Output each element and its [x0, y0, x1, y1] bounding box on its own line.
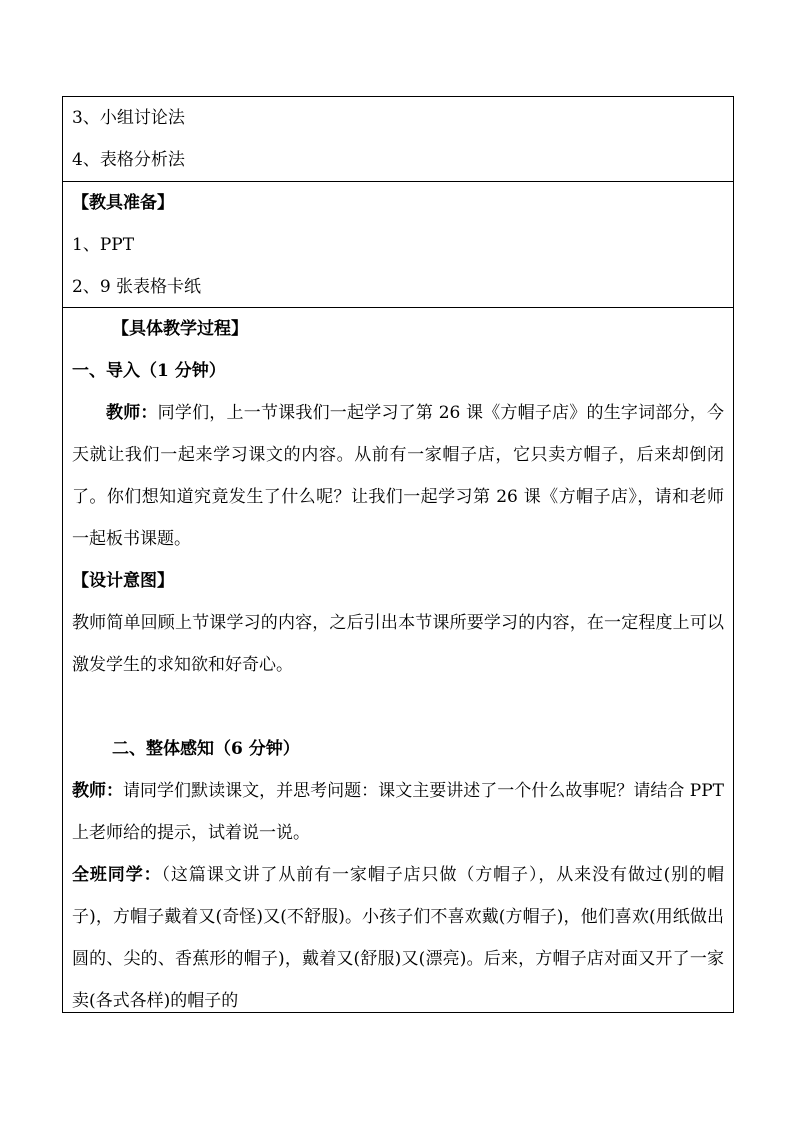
methods-section: [63, 97, 733, 181]
method-item-3: 3、小组讨论法: [72, 108, 185, 128]
design-paragraph: 教师简单回顾上节课学习的内容，之后引出本节课所要学习的内容，在一定程度上可以激发学生的求知欲和好奇心。: [72, 613, 724, 675]
class-text: （这篇课文讲了从前有一家帽子店只做（方帽子），从来没有做过(别的帽子)，方帽子戴着又(奇怪)又(不舒服)。小孩子们不喜欢戴(方帽子)，他们喜欢(用纸做出圆的、尖的、香蕉形的帽子)，戴着又(舒服)又(漂亮)。后来，方帽子店对面又开了一家卖(各式各样)的帽子的: [72, 865, 724, 1011]
class-label: 全班同学：: [72, 865, 162, 885]
perception-heading: 二、整体感知（6 分钟）: [112, 739, 300, 759]
tools-item-1: 1、PPT: [72, 235, 135, 255]
blank-line: [72, 686, 724, 728]
method-item-4: 4、表格分析法: [72, 150, 185, 170]
teacher-text: 同学们，上一节课我们一起学习了第 26 课《方帽子店》的生字词部分，今天就让我们一起来学习课文的内容。从前有一家帽子店，它只卖方帽子，后来却倒闭了。你们想知道究竟发生了什么呢？让我们一起学习第 26 课《方帽子店》，请和老师一起板书课题。: [72, 403, 724, 549]
teacher2-label: 教师：: [72, 781, 124, 801]
perception-teacher-paragraph: [72, 770, 724, 854]
tools-section: [63, 181, 733, 307]
lesson-plan-table: [62, 96, 734, 1013]
teacher-label: 教师：: [106, 403, 158, 423]
class-answer-paragraph: [72, 854, 724, 1022]
process-section: [63, 307, 733, 1012]
teacher2-text: 请同学们默读课文，并思考问题：课文主要讲述了一个什么故事呢？请结合 PPT 上老师给的提示，试着说一说。: [72, 781, 724, 843]
intro-heading: 一、导入（1 分钟）: [72, 361, 226, 381]
tools-item-2: 2、9 张表格卡纸: [72, 277, 202, 297]
design-heading: 【设计意图】: [72, 571, 174, 591]
tools-heading: 【教具准备】: [72, 193, 174, 213]
process-heading: 【具体教学过程】: [112, 319, 248, 339]
intro-teacher-paragraph: [72, 392, 724, 560]
